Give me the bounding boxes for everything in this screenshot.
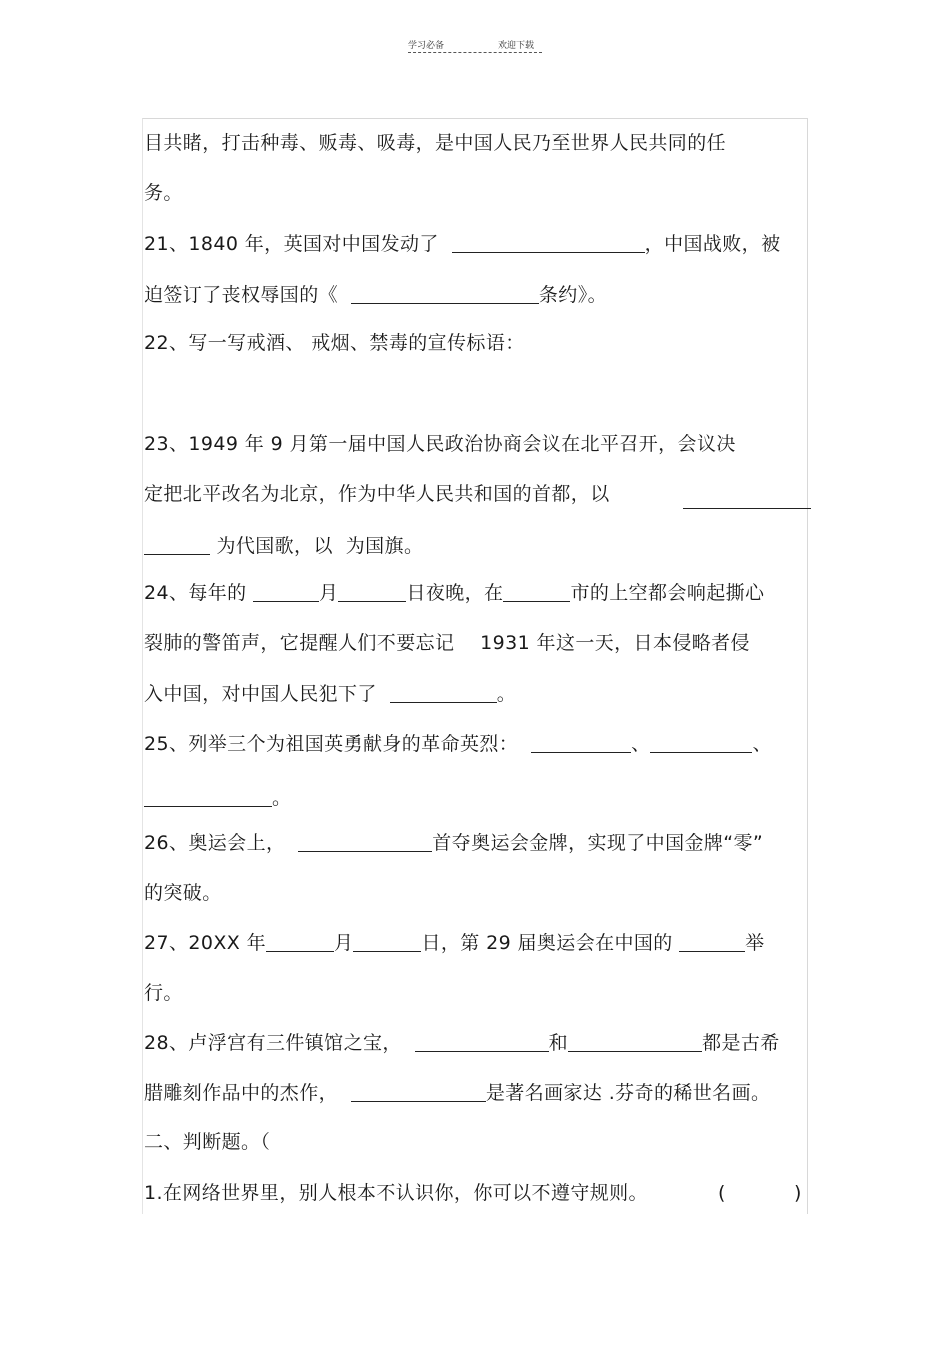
header-right-text: 欢迎下载 — [498, 41, 535, 51]
question-26-line-2: 的突破。 — [144, 882, 222, 904]
answer-blank[interactable] — [503, 583, 570, 602]
answer-blank[interactable] — [353, 933, 421, 952]
question-24-line-3: 入中国，对中国人民犯下了 。 — [144, 683, 517, 705]
question-21-line-1: 21、1840 年，英国对中国发动了 ，中国战败，被 — [144, 233, 781, 255]
text-line: 务。 — [144, 182, 183, 204]
answer-paren-right: ) — [794, 1182, 802, 1204]
answer-paren-left[interactable]: ( — [718, 1182, 726, 1204]
answer-blank[interactable] — [144, 536, 210, 555]
answer-blank[interactable] — [650, 734, 752, 753]
answer-blank[interactable] — [452, 234, 645, 253]
answer-blank[interactable] — [683, 490, 811, 509]
answer-blank[interactable] — [144, 788, 272, 807]
question-27-line-1: 27、20XX 年 月 日，第 29 届奥运会在中国的 举 — [144, 932, 765, 954]
answer-blank[interactable] — [679, 933, 745, 952]
question-25-line-1: 25、列举三个为祖国英勇献身的革命英烈： 、 、 — [144, 733, 772, 755]
question-26-line-1: 26、奥运会上， 首夺奥运会金牌，实现了中国金牌“零” — [144, 832, 764, 854]
question-24-line-2: 裂肺的警笛声，它提醒人们不要忘记 1931 年这一天，日本侵略者侵 — [144, 632, 750, 654]
section-2-title: 二、判断题。（ — [144, 1131, 271, 1153]
answer-blank[interactable] — [266, 933, 334, 952]
question-27-line-2: 行。 — [144, 982, 183, 1004]
answer-blank[interactable] — [253, 583, 319, 602]
question-23-line-3: 为代国歌，以 为国旗。 — [144, 534, 423, 558]
answer-blank[interactable] — [531, 734, 631, 753]
question-23-line-1: 23、1949 年 9 月第一届中国人民政治协商会议在北平召开，会议决 — [144, 433, 736, 455]
answer-blank[interactable] — [390, 684, 497, 703]
answer-blank[interactable] — [351, 285, 539, 304]
question-25-line-2: 。 — [144, 786, 291, 810]
question-28-line-2: 腊雕刻作品中的杰作， 是著名画家达 .芬奇的稀世名画。 — [144, 1082, 771, 1104]
header-dashed-rule — [408, 52, 542, 53]
question-28-line-1: 28、卢浮宫有三件镇馆之宝， 和 都是古希 — [144, 1032, 780, 1054]
header-left-text: 学习必备 — [408, 41, 445, 51]
question-22: 22、写一写戒酒、 戒烟、禁毒的宣传标语： — [144, 332, 525, 354]
text-line: 目共睹，打击种毒、贩毒、吸毒，是中国人民乃至世界人民共同的任 — [144, 132, 727, 154]
answer-blank[interactable] — [568, 1033, 702, 1052]
answer-blank[interactable] — [298, 833, 432, 852]
question-23-line-2: 定把北平改名为北京，作为中华人民共和国的首都，以 — [144, 483, 610, 505]
answer-blank[interactable] — [338, 583, 406, 602]
question-21-line-2: 迫签订了丧权辱国的《 条约》。 — [144, 284, 608, 306]
answer-blank[interactable] — [351, 1083, 486, 1102]
question-24-line-1: 24、每年的 月 日夜晚，在 市的上空都会响起撕心 — [144, 582, 765, 604]
judgment-item-1: 1.在网络世界里，别人根本不认识你，你可以不遵守规则。 — [144, 1182, 648, 1204]
answer-blank[interactable] — [415, 1033, 549, 1052]
